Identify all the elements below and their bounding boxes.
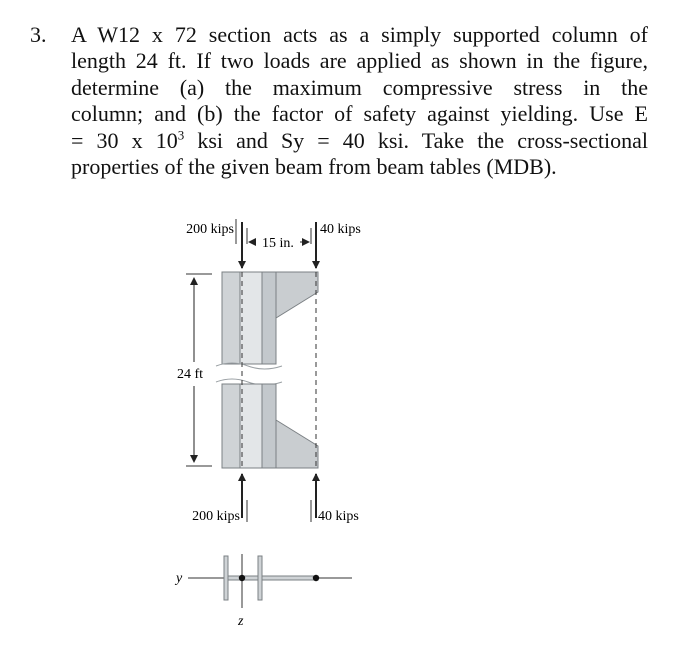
problem-line-3: determine (a) the maximum compressive stress in the [71,74,648,100]
label-load-top-right: 40 kips [320,222,361,237]
column-upper [222,272,318,364]
problem-line-6: properties of the given beam from beam tables (MDB). [71,154,557,180]
problem-line-1: A W12 x 72 section acts as a simply supported column of [71,22,648,47]
label-load-bottom-left: 200 kips [192,509,240,524]
modulus-rest: ksi and Sy = 40 ksi. Take the cross-sectional [197,127,648,153]
modulus-prefix: = 30 x 10 [71,127,178,153]
label-axis-z: z [238,614,244,629]
label-eccentricity: 15 in. [262,236,294,251]
centroid-marker [239,575,245,581]
bracket-top [276,272,318,318]
label-length: 24 ft [176,367,204,382]
column-lower [222,384,318,468]
cross-section [174,554,352,629]
problem-line-4: column; and (b) the factor of safety against yielding. Use E [71,101,648,127]
load-point-marker [313,575,319,581]
problem-number: 3. [30,22,47,47]
label-load-bottom-right: 40 kips [318,509,359,524]
modulus-exponent: 3 [177,127,185,143]
label-axis-y: y [176,571,183,586]
problem-line-2: length 24 ft. If two loads are applied as shown in the figure, [71,48,648,74]
label-load-top-left: 200 kips [186,222,234,237]
bracket-bottom [276,420,318,468]
